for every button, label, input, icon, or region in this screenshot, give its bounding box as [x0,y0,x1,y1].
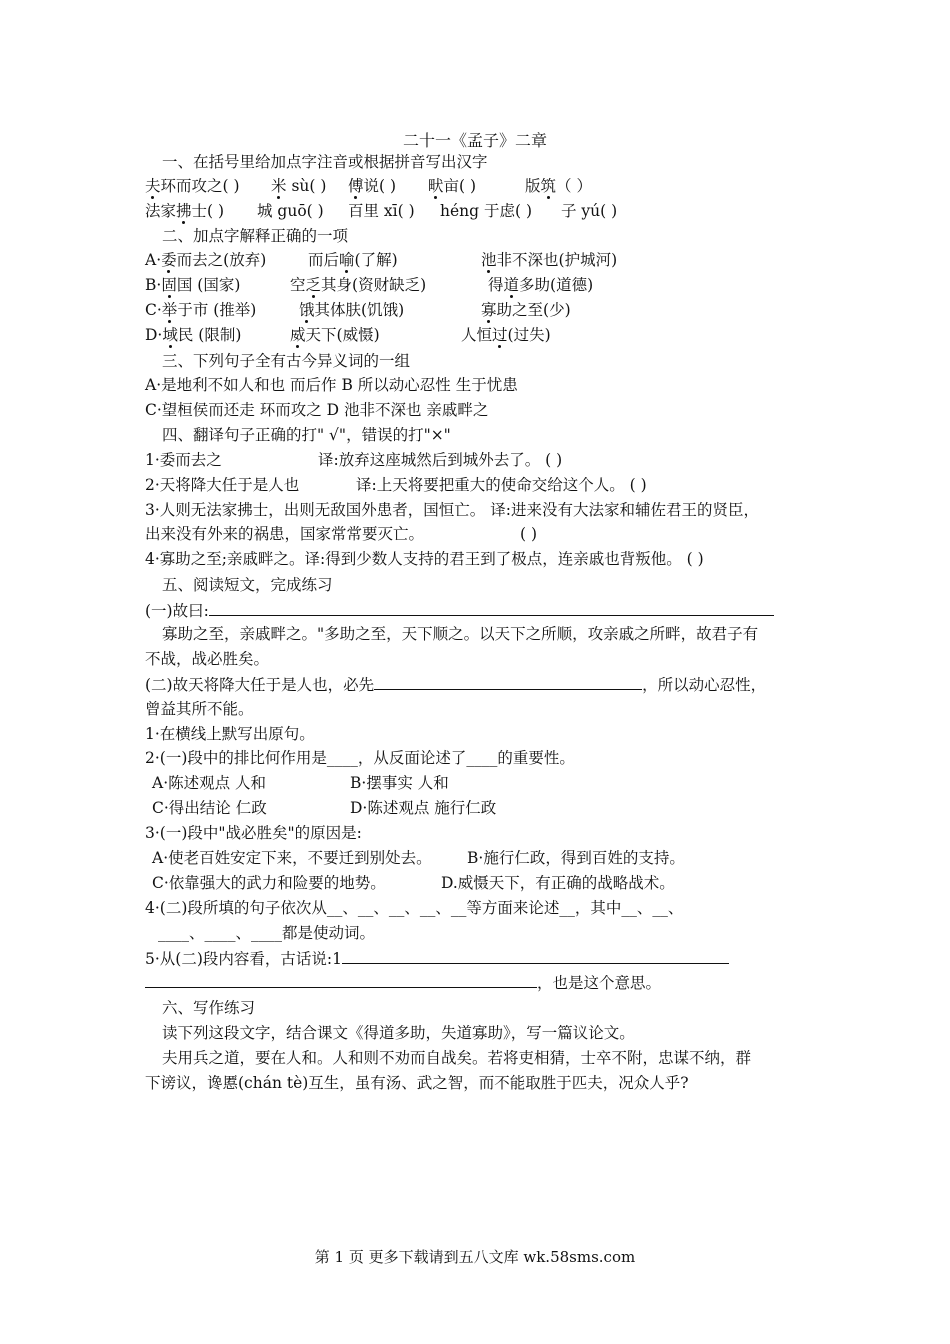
s1-item-4: 畎亩( ) [428,177,477,195]
s5-passage-2-line-2: 曾益其所不能。 [145,700,254,718]
s1-item-10: 子 yú( ) [561,202,618,220]
s6-line-2: 夫用兵之道，要在人和。人和则不劝而自战矣。若将吏相猜，士卒不附，忠谋不纳，群 [162,1049,752,1067]
s1-item-8: 百里 xī( ) [348,202,415,220]
s5-q3-option-c: C·依靠强大的武力和险要的地势。 [152,874,386,892]
s5-passage-1-line-3: 不战，战必胜矣。 [145,650,270,668]
fill-blank-1[interactable] [209,600,774,616]
section-1-row-1 [145,176,845,196]
s5-q5-line-1: 5·从(二)段内容看，古话说:1 [145,948,729,969]
s1-item-9: héng 于虑( ) [440,202,533,220]
section-4-heading: 四、翻译句子正确的打" √"，错误的打"×" [162,426,451,444]
s5-passage-1-line-2: 寡助之至，亲戚畔之。"多助之至，天下顺之。以天下之所顺，攻亲戚之所畔，故君子有 [162,625,759,643]
s5-passage-1-label: (一)故曰: [145,600,774,621]
s5-passage-2-line-1: (二)故天将降大任于是人也，必先 ，所以动心忍性， [145,676,767,694]
s5-q4-line-1: 4·(二)段所填的句子依次从__、__、__、__、__等方面来论述__，其中__、__、 [145,899,684,917]
fill-blank-3[interactable] [342,948,729,964]
s5-q5-line-2: ，也是这个意思。 [145,972,661,993]
s1-item-2: 米 sù( ) [271,177,327,195]
section-2-option-a: A·委而去之(放弃) 而后喻(了解) 池非不深也(护城河) [145,251,618,269]
s5-q2-option-c: C·得出结论 仁政 [152,799,267,817]
s4-q3-answer: ( ) [520,525,538,543]
s5-q2-option-d: D·陈述观点 施行仁政 [350,799,497,817]
s1-item-7: 城 guō( ) [257,202,324,220]
section-3-line-1: A·是地利不如人和也 而后作 B 所以动心忍性 生于忧患 [145,376,518,394]
s4-q2-sentence: 2·天将降大任于是人也 [145,476,300,494]
s1-item-5: 版筑（ ） [525,177,592,195]
s5-q2-option-b: B·摆事实 人和 [350,774,449,792]
section-1-row-2 [145,201,845,221]
section-3-heading: 三、下列句子全有古今异义词的一组 [162,352,411,370]
section-5-heading: 五、阅读短文，完成练习 [162,576,333,594]
section-1-heading: 一、在括号里给加点字注音或根据拼音写出汉字 [162,153,488,171]
s4-q1-sentence: 1·委而去之 [145,451,222,469]
section-2-option-c: C·举于市 (推举) 饿其体肤(饥饿) 寡助之至(少) [145,301,571,319]
fill-blank-4[interactable] [145,972,537,988]
section-2-heading: 二、加点字解释正确的一项 [162,227,349,245]
section-2-option-d: D·域民 (限制) 威天下(威慑) 人恒过(过失) [145,326,551,344]
s5-q3-option-b: B·施行仁政，得到百姓的支持。 [467,849,685,867]
s5-q1: 1·在横线上默写出原句。 [145,725,315,743]
s4-q2-translation: 译:上天将要把重大的使命交给这个人。 ( ) [356,476,647,494]
s4-q4: 4·寡助之至;亲戚畔之。译:得到少数人支持的君王到了极点，连亲戚也背叛他。 ( ) [145,550,704,568]
fill-blank-2[interactable] [374,674,642,690]
s5-q4-line-2: ____、____、____都是使动词。 [158,924,376,942]
s5-q2: 2·(一)段中的排比何作用是____，从反面论述了____的重要性。 [145,749,575,767]
page-footer: 第 1 页 更多下载请到五八文库 wk.58sms.com [314,1248,636,1266]
s1-item-6: 法家拂士( ) [145,202,225,220]
page-title: 二十一《孟子》二章 [402,131,547,150]
s5-q2-option-a: A·陈述观点 人和 [152,774,267,792]
section-6-heading: 六、写作练习 [162,999,256,1017]
s5-q3-option-d: D.威慑天下，有正确的战略战术。 [441,874,675,892]
section-2-option-b: B·固国 (国家) 空乏其身(资财缺乏) 得道多助(道德) [145,276,594,294]
s4-q1-translation: 译:放弃这座城然后到城外去了。 ( ) [318,451,563,469]
s4-q3-line-1: 3·人则无法家拂士，出则无敌国外患者，国恒亡。 译:进来没有大法家和辅佐君王的贤臣， [145,501,759,519]
s1-item-1: 夫环而攻之( ) [145,177,240,195]
section-3-line-2: C·望桓侯而还走 环而攻之 D 池非不深也 亲戚畔之 [145,401,489,419]
s5-q3-option-a: A·使老百姓安定下来，不要迁到别处去。 [152,849,432,867]
s4-q3-line-2: 出来没有外来的祸患，国家常常要灭亡。 [145,525,425,543]
s6-line-3: 下谤议，谗慝(chán tè)互生，虽有汤、武之智，而不能取胜于匹夫，况众人乎? [145,1074,689,1092]
s1-item-3: 傅说( ) [348,177,397,195]
s6-line-1: 读下列这段文字，结合课文《得道多助，失道寡助》，写一篇议论文。 [162,1024,635,1042]
s5-q3: 3·(一)段中"战必胜矣"的原因是: [145,824,362,842]
